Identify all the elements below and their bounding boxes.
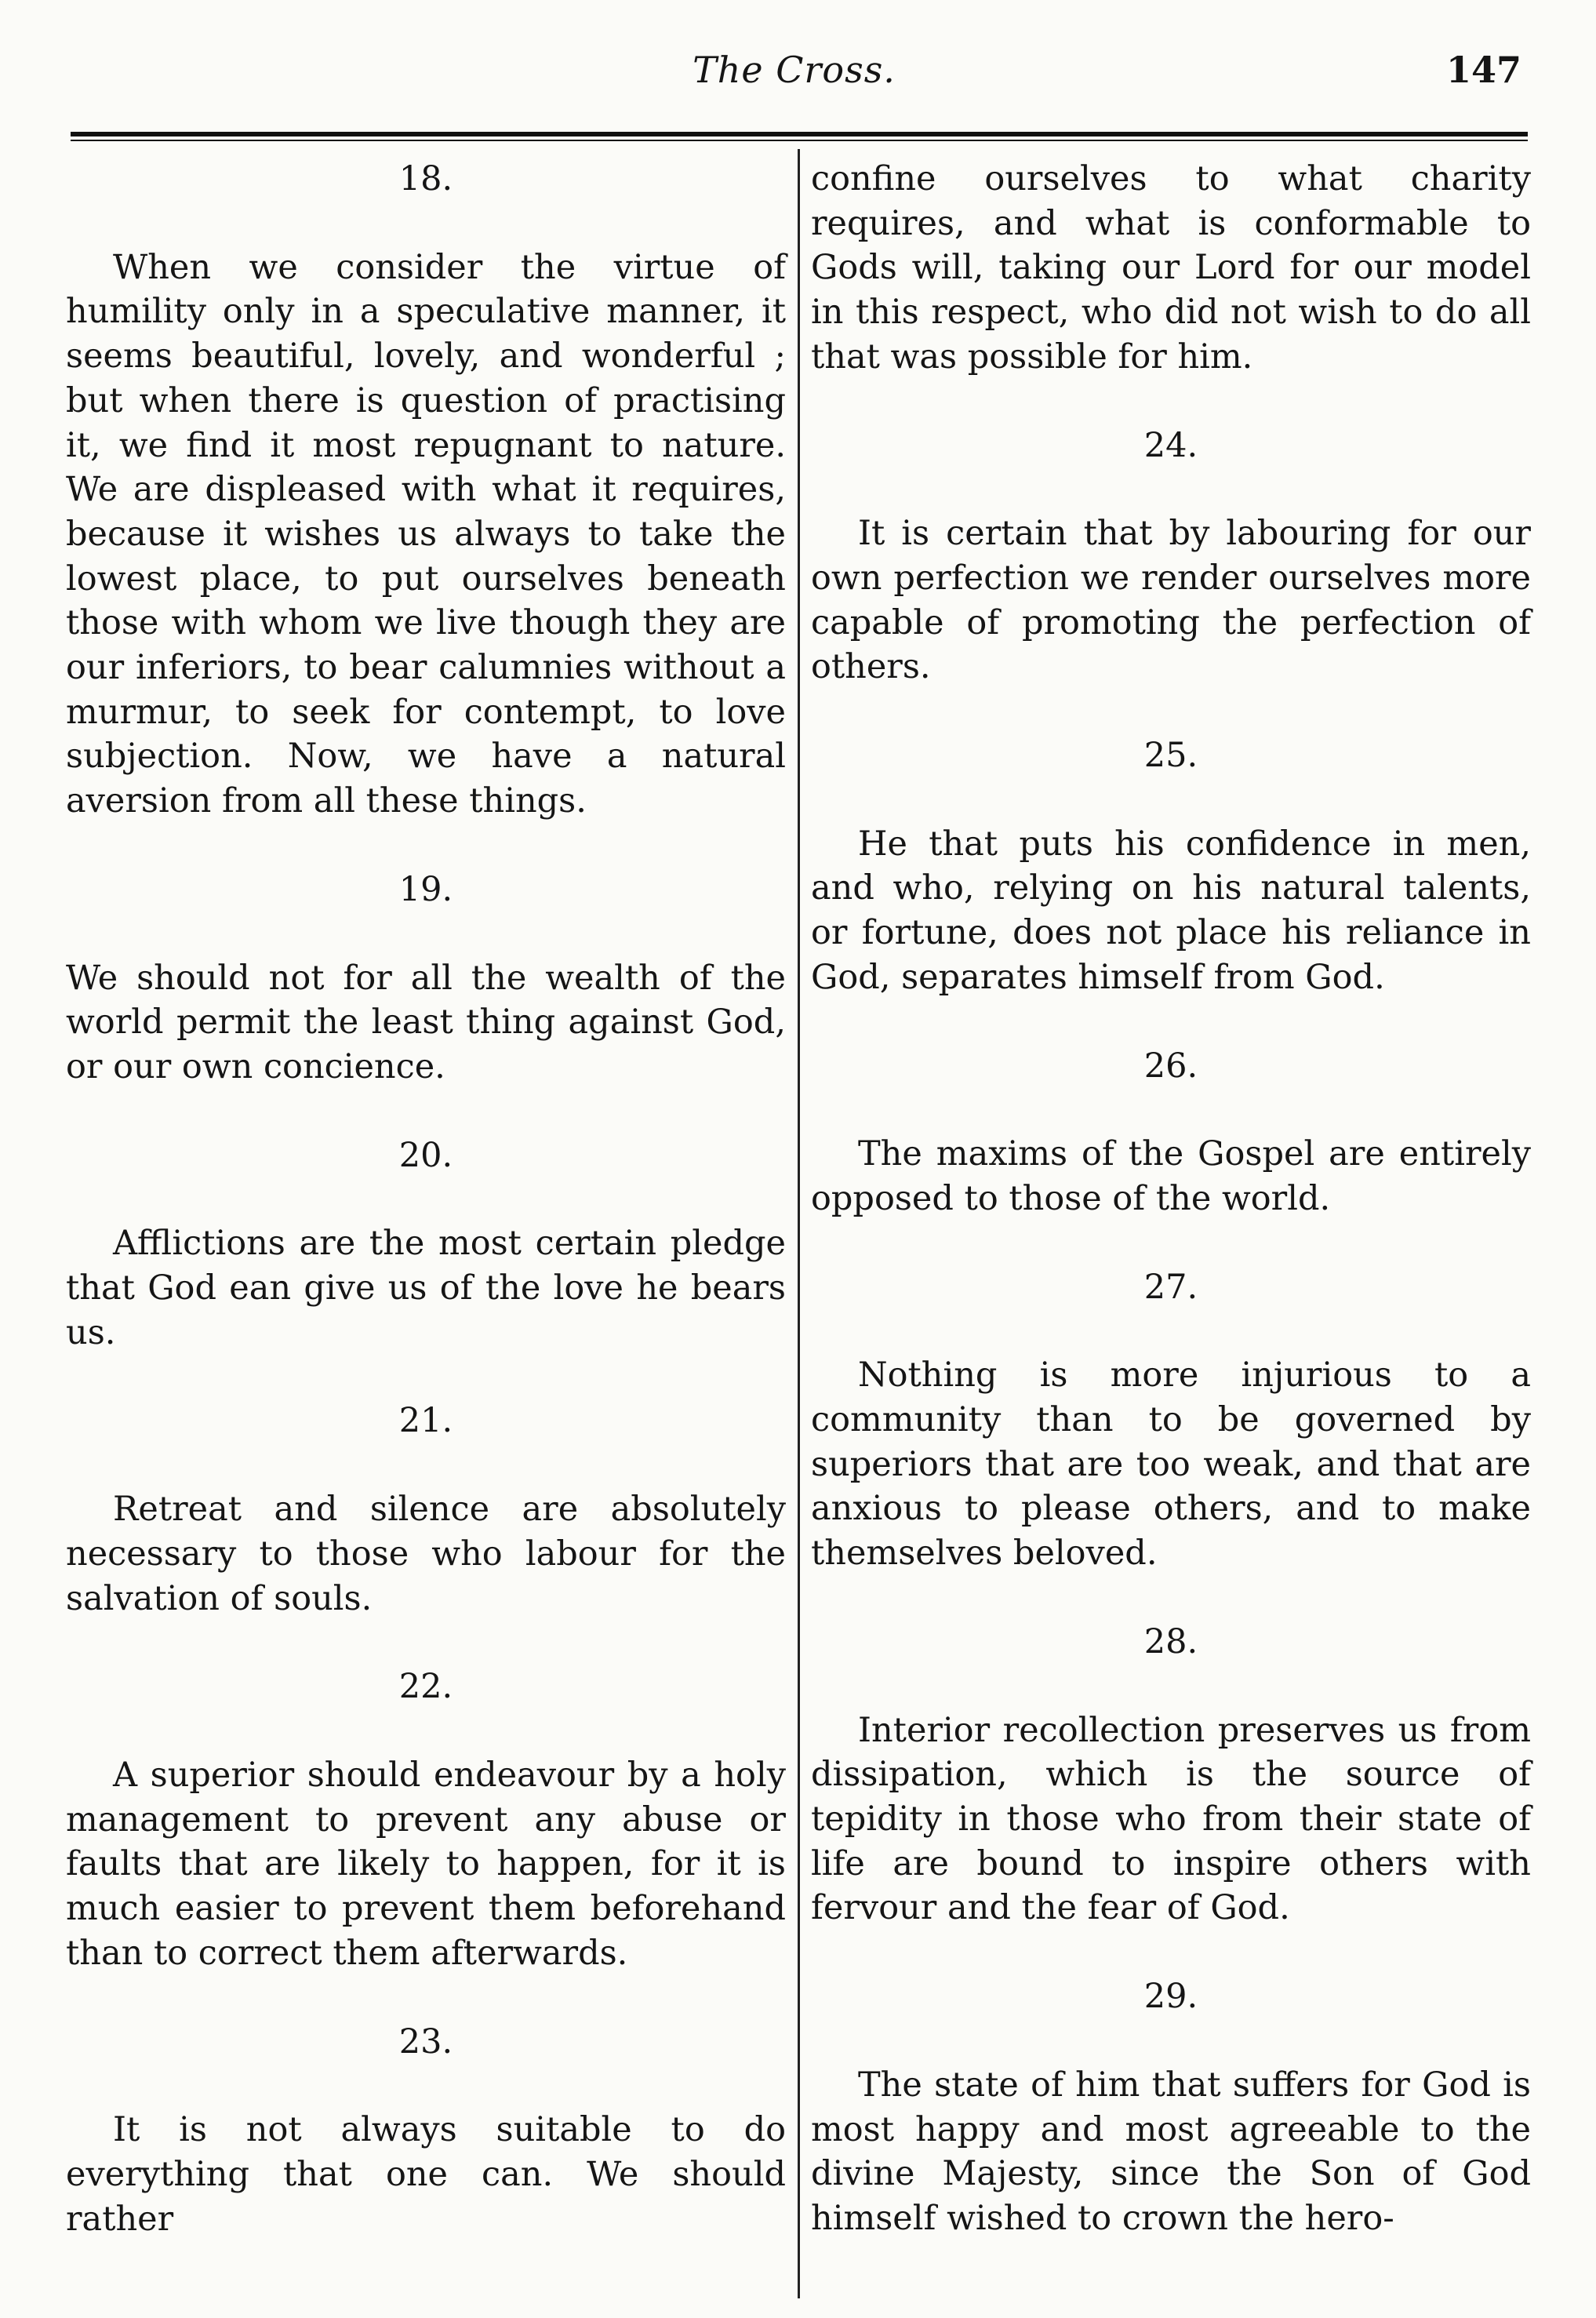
- left-column: [66, 157, 786, 2241]
- maxim-number: 25.: [1143, 736, 1198, 776]
- maxim-text: Retreat and silence are absolutely necessary to those who labour for the salvation of souls.: [66, 1490, 786, 1618]
- maxim-number: 28.: [1143, 1621, 1198, 1661]
- header-rule: [71, 132, 1528, 141]
- maxim-continuation-text: confine ourselves to what charity requires, and what is conformable to Gods will, taking our Lord for our model in this respect, who did not wish to do all that was possible for him.: [811, 159, 1531, 377]
- maxim-number: 24.: [1143, 425, 1198, 465]
- maxim-number: 29.: [1143, 1977, 1198, 2017]
- maxim-number: 27.: [1143, 1267, 1198, 1307]
- maxim-number: 18.: [398, 159, 453, 198]
- maxim-number: 23.: [398, 2021, 453, 2061]
- page-number: 147: [1445, 49, 1521, 91]
- maxim-number: 19.: [398, 869, 453, 909]
- maxim-text: Afflictions are the most certain pledge that God ean give us of the love he bears us.: [66, 1224, 786, 1352]
- maxim-number: 20.: [398, 1135, 453, 1175]
- maxim-text: It is not always suitable to do everything that one can. We should rather: [66, 2110, 786, 2239]
- maxim-text: Interior recollection preserves us from dissipation, which is the source of tepidity in those who from their state of life are bound to inspire others with fervour and the fear of God.: [811, 1710, 1531, 1928]
- maxim-text: A superior should endeavour by a holy management to prevent any abuse or faults that are likely to happen, for it is much easier to prevent them beforehand than to correct them afterwards.: [66, 1755, 786, 1973]
- right-column: [811, 157, 1531, 2241]
- maxim-text: He that puts his confidence in men, and who, relying on his natural talents, or fortune, does not place his reliance in God, separates himself from God.: [811, 824, 1531, 997]
- running-head: [67, 49, 1521, 104]
- maxim-text: We should not for all the wealth of the world permit the least thing against God, or our own concience.: [66, 958, 786, 1086]
- maxim-number: 22.: [398, 1667, 453, 1707]
- column-divider: [798, 149, 800, 2298]
- maxim-text: The maxims of the Gospel are entirely opposed to those of the world.: [811, 1134, 1531, 1218]
- running-title: The Cross.: [693, 49, 896, 91]
- maxim-text: It is certain that by labouring for our own perfection we render ourselves more capable of promoting the perfection of others.: [811, 514, 1531, 687]
- maxim-number: 26.: [1143, 1046, 1198, 1086]
- maxim-text: The state of him that suffers for God is most happy and most agreeable to the divine Majesty, since the Son of God himself wished to crown the hero-: [811, 2065, 1531, 2238]
- maxim-text: When we consider the virtue of humility only in a speculative manner, it seems beautiful, lovely, and wonderful ; but when there is question of practising it, we find it most repugnant to nature. We are displeased with what it requires, because it wishes us always to take the lowest place, to put ourselves beneath those with whom we live though they are our inferiors, to bear calumnies without a murmur, to seek for contempt, to love subjection. Now, we have a natural aversion from all these things.: [66, 247, 786, 821]
- maxim-text: Nothing is more injurious to a community than to be governed by superiors that are too weak, and that are anxious to please others, and to make themselves beloved.: [811, 1356, 1531, 1574]
- maxim-number: 21.: [398, 1401, 453, 1441]
